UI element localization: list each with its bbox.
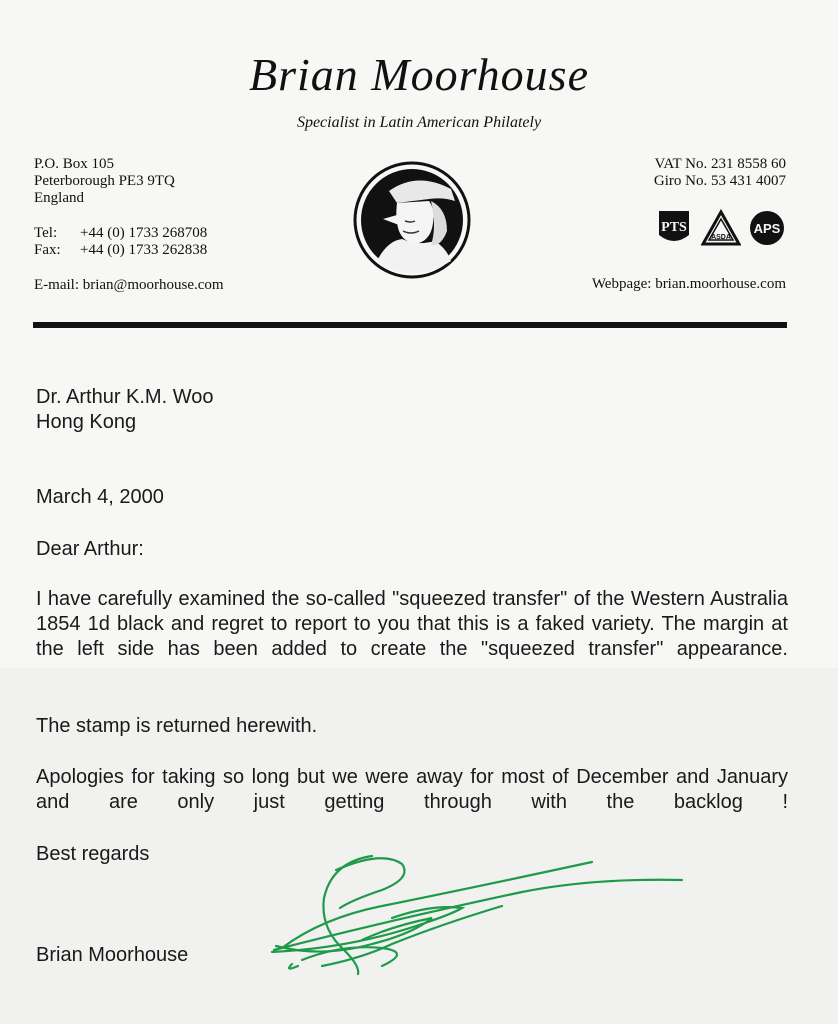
fax-label: Fax:: [34, 242, 61, 258]
letter-date: March 4, 2000: [36, 486, 164, 508]
telephone-line: [34, 225, 224, 242]
body-paragraph-1: I have carefully examined the so-called "squeezed transfer" of the Western Australia 1854 1d black and regret to report to you that this is a faked variety. The margin at the left side has been added to create the "squeezed transfer" appearance.: [36, 588, 788, 660]
pts-logo: [657, 209, 691, 247]
fax-line: [34, 242, 224, 259]
closing: Best regards: [36, 843, 150, 865]
address-line: Peterborough PE3 9TQ: [34, 173, 175, 189]
tel-label: Tel:: [34, 225, 58, 241]
address-line: P.O. Box 105: [34, 156, 115, 172]
address-line: England: [34, 190, 84, 206]
portrait-logo: [347, 161, 477, 279]
giro-number: Giro No. 53 431 4007: [653, 173, 786, 189]
signature-name: Brian Moorhouse: [36, 944, 189, 966]
webpage-line: Webpage: brian.moorhouse.com: [591, 276, 786, 292]
pts-logo-text: PTS: [661, 220, 687, 235]
letterhead-name: Brian Moorhouse: [249, 49, 589, 100]
body-paragraph-2: The stamp is returned herewith.: [36, 715, 318, 737]
recipient-name: Dr. Arthur K.M. Woo: [36, 386, 214, 408]
recipient-block: [36, 385, 788, 435]
tax-block: [654, 156, 786, 190]
salutation: Dear Arthur:: [36, 538, 144, 560]
fax-value: +44 (0) 1733 262838: [80, 242, 208, 258]
header-divider: [33, 322, 787, 328]
letterhead-tagline: Specialist in Latin American Philately: [296, 114, 542, 131]
address-block: [34, 156, 224, 294]
asda-logo-text: ASDA: [711, 234, 731, 241]
recipient-location: Hong Kong: [36, 411, 137, 433]
tel-value: +44 (0) 1733 268708: [80, 225, 208, 241]
asda-logo: [701, 209, 741, 247]
aps-logo-text: APS: [753, 221, 781, 236]
body-paragraph-3: Apologies for taking so long but we were away for most of December and January and are only just getting through with the backlog !: [36, 766, 788, 813]
aps-logo: [748, 209, 786, 247]
vat-number: VAT No. 231 8558 60: [654, 156, 786, 172]
email-line: E-mail: brian@moorhouse.com: [34, 277, 224, 293]
